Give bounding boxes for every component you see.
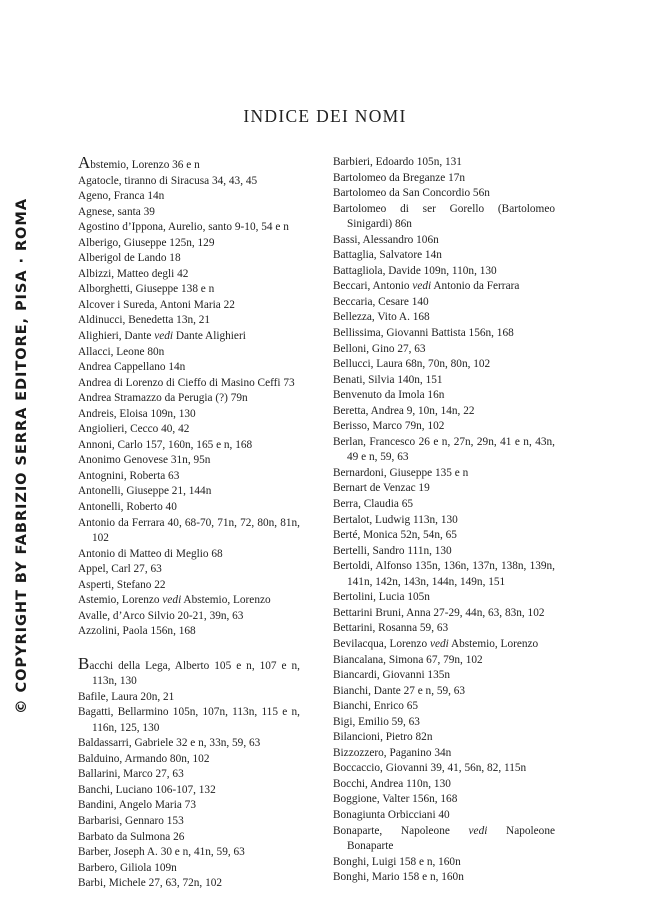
index-entry: Bartolomeo di ser Gorello (Bartolomeo Sinigardi) 86n: [333, 202, 555, 231]
index-entry: Belloni, Gino 27, 63: [333, 342, 426, 355]
index-entry: Anonimo Genovese 31n, 95n: [78, 454, 211, 467]
index-entry: Battaglia, Salvatore 14n: [333, 249, 442, 262]
index-entry: Appel, Carl 27, 63: [78, 563, 162, 576]
index-entry: Barbieri, Edoardo 105n, 131: [333, 156, 462, 168]
index-entry: Bianchi, Enrico 65: [333, 700, 419, 713]
index-entry: Bagatti, Bellarmino 105n, 107n, 113n, 115 e n, 116n, 125, 130: [78, 706, 300, 734]
index-entry: Andrea Cappellano 14n: [78, 361, 186, 374]
index-entry: Ballarini, Marco 27, 63: [78, 768, 184, 781]
index-entry: Bacchi della Lega, Alberto 105 e n, 107 e n, 113n, 130: [78, 653, 300, 688]
index-entry: Bernart de Venzac 19: [333, 482, 430, 495]
index-column-left: [78, 155, 300, 892]
index-entry: Bettarini Bruni, Anna 27-29, 44n, 63, 83n, 102: [333, 606, 545, 619]
index-entry: Balduino, Armando 80n, 102: [78, 752, 210, 765]
page-title: INDICE DEI NOMI: [243, 106, 407, 126]
index-column-right: [333, 155, 555, 886]
index-entry: Alcover i Sureda, Antoni Maria 22: [78, 298, 235, 311]
index-entry: Antonio da Ferrara 40, 68-70, 71n, 72, 80n, 81n, 102: [78, 516, 300, 545]
index-entry: Allacci, Leone 80n: [78, 345, 165, 358]
index-entry: Andreis, Eloisa 109n, 130: [78, 407, 196, 420]
index-entry: Agnese, santa 39: [78, 205, 155, 218]
index-entry: Bassi, Alessandro 106n: [333, 233, 439, 246]
index-entry: Battagliola, Davide 109n, 110n, 130: [333, 264, 497, 277]
index-entry: Bertoldi, Alfonso 135n, 136n, 137n, 138n, 139n, 141n, 142n, 143n, 144n, 149n, 151: [333, 560, 555, 588]
index-entry: Bevilacqua, Lorenzo vedi Abstemio, Lorenzo: [333, 637, 539, 650]
index-entry: Antonelli, Roberto 40: [78, 501, 177, 514]
index-entry: Barbarisi, Gennaro 153: [78, 814, 184, 827]
index-entry: Asperti, Stefano 22: [78, 578, 166, 591]
index-entry: Bellissima, Giovanni Battista 156n, 168: [333, 327, 514, 340]
index-entry: Avalle, d’Arco Silvio 20-21, 39n, 63: [78, 609, 244, 622]
index-entry: Biancardi, Giovanni 135n: [333, 669, 451, 682]
index-entry: Astemio, Lorenzo vedi Abstemio, Lorenzo: [78, 594, 271, 607]
index-entry: Antonelli, Giuseppe 21, 144n: [78, 485, 212, 498]
letter-section-gap: [78, 640, 300, 656]
index-entry: Bartolomeo da Breganze 17n: [333, 171, 466, 184]
index-entry: Alberigol de Lando 18: [78, 252, 181, 265]
index-entry: Bocchi, Andrea 110n, 130: [333, 777, 451, 790]
index-entry: Bertolini, Lucia 105n: [333, 591, 430, 604]
index-entry: Beccaria, Cesare 140: [333, 295, 429, 308]
index-entry: Andrea di Lorenzo di Cieffo di Masino Ceffi 73: [78, 376, 295, 389]
index-entry: Baldassarri, Gabriele 32 e n, 33n, 59, 63: [78, 737, 261, 750]
index-entry: Bellezza, Vito A. 168: [333, 311, 430, 324]
index-entry: Boccaccio, Giovanni 39, 41, 56n, 82, 115n: [333, 762, 527, 775]
index-entry: Aldinucci, Benedetta 13n, 21: [78, 314, 211, 327]
index-entry: Benvenuto da Imola 16n: [333, 389, 445, 402]
index-entry: Andrea Stramazzo da Perugia (?) 79n: [78, 392, 248, 405]
index-entry: Banchi, Luciano 106-107, 132: [78, 783, 216, 796]
index-entry: Agostino d’Ippona, Aurelio, santo 9-10, 54 e n: [78, 221, 289, 234]
index-entry: Bonaparte, Napoleone vedi Napoleone Bonaparte: [333, 824, 555, 853]
index-entry: Bigi, Emilio 59, 63: [333, 715, 420, 728]
index-entry: Boggione, Valter 156n, 168: [333, 793, 458, 806]
index-entry: Barbi, Michele 27, 63, 72n, 102: [78, 877, 223, 890]
index-entry: Bilancioni, Pietro 82n: [333, 731, 433, 744]
index-entry: Berté, Monica 52n, 54n, 65: [333, 529, 457, 542]
index-entry: Benati, Silvia 140n, 151: [333, 373, 443, 386]
index-entry: Beretta, Andrea 9, 10n, 14n, 22: [333, 404, 475, 417]
index-entry: Bonagiunta Orbicciani 40: [333, 808, 450, 821]
index-entry: Bonghi, Luigi 158 e n, 160n: [333, 855, 461, 868]
index-entry: Bizzozzero, Paganino 34n: [333, 746, 452, 759]
index-entry: Barber, Joseph A. 30 e n, 41n, 59, 63: [78, 846, 245, 859]
index-entry: Bertalot, Ludwig 113n, 130: [333, 513, 458, 526]
index-entry: Antognini, Roberta 63: [78, 469, 180, 482]
index-entry: Azzolini, Paola 156n, 168: [78, 625, 196, 638]
index-entry: Barbero, Giliola 109n: [78, 861, 177, 874]
index-entry: Bertelli, Sandro 111n, 130: [333, 544, 452, 557]
index-entry: Bernardoni, Giuseppe 135 e n: [333, 466, 469, 479]
index-entry: Bartolomeo da San Concordio 56n: [333, 187, 490, 200]
index-entry: Ageno, Franca 14n: [78, 190, 165, 203]
index-entry: Bianchi, Dante 27 e n, 59, 63: [333, 684, 466, 697]
index-entry: Annoni, Carlo 157, 160n, 165 e n, 168: [78, 438, 253, 451]
index-entry: Berisso, Marco 79n, 102: [333, 420, 445, 433]
index-entry: Berlan, Francesco 26 e n, 27n, 29n, 41 e n, 43n, 49 e n, 59, 63: [333, 435, 555, 464]
index-entry: Barbato da Sulmona 26: [78, 830, 185, 843]
index-entry: Beccari, Antonio vedi Antonio da Ferrara: [333, 280, 520, 293]
index-entry: Bellucci, Laura 68n, 70n, 80n, 102: [333, 358, 491, 371]
index-entry: Alborghetti, Giuseppe 138 e n: [78, 283, 215, 296]
index-entry: Agatocle, tiranno di Siracusa 34, 43, 45: [78, 174, 258, 187]
index-entry: Bonghi, Mario 158 e n, 160n: [333, 871, 464, 884]
index-entry: Albizzi, Matteo degli 42: [78, 267, 189, 280]
copyright-notice: © COPYRIGHT BY FABRIZIO SERRA EDITORE, PISA · ROMA: [13, 198, 30, 714]
index-entry: Antonio di Matteo di Meglio 68: [78, 547, 223, 560]
index-entry: Abstemio, Lorenzo 36 e n: [78, 153, 200, 172]
index-entry: Angiolieri, Cecco 40, 42: [78, 423, 190, 436]
index-entry: Alberigo, Giuseppe 125n, 129: [78, 236, 215, 249]
index-entry: Bafile, Laura 20n, 21: [78, 690, 175, 703]
index-entry: Alighieri, Dante vedi Dante Alighieri: [78, 330, 246, 343]
index-entry: Bettarini, Rosanna 59, 63: [333, 622, 449, 635]
index-entry: Biancalana, Simona 67, 79n, 102: [333, 653, 483, 666]
index-entry: Berra, Claudia 65: [333, 498, 413, 511]
index-entry: Bandini, Angelo Maria 73: [78, 799, 196, 812]
